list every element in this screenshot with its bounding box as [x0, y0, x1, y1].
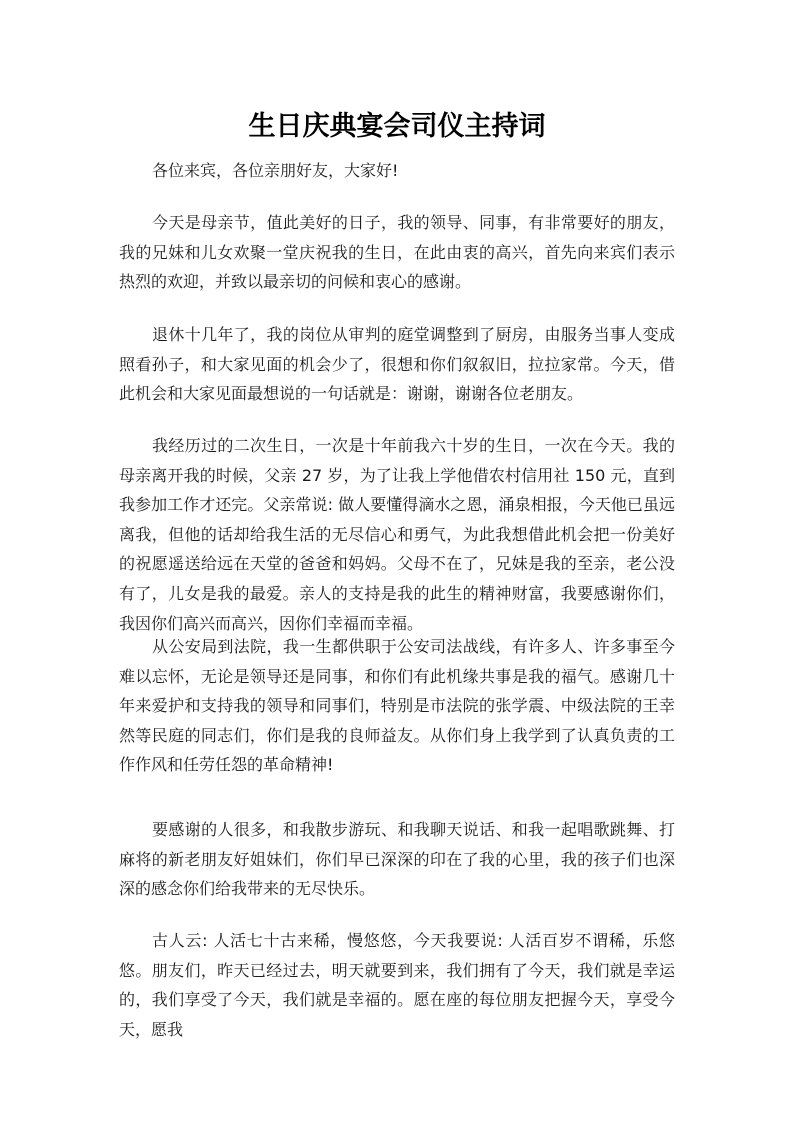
document-title: 生日庆典宴会司仪主持词 — [248, 111, 546, 142]
paragraph-ancient-saying: 古人云: 人活七十古来稀，慢悠悠，今天我要说: 人活百岁不谓稀，乐悠悠。朋友们，昨天已经过去，明天就要到来，我们拥有了今天，我们就是幸运的，我们享受了今天，我们就是幸福的。愿在座的每位朋友把握今天，享受今天，愿我 — [119, 931, 675, 1039]
paragraph-thanks-friends: 要感谢的人很多，和我散步游玩、和我聊天说话、和我一起唱歌跳舞、打麻将的新老朋友好姐妹们，你们早已深深的印在了我的心里，我的孩子们也深深的感念你们给我带来的无尽快乐。 — [119, 820, 675, 899]
paragraph-retirement: 退休十几年了，我的岗位从审判的庭堂调整到了厨房，由服务当事人变成照看孙子，和大家见面的机会少了，很想和你们叙叙旧，拉拉家常。今天，借此机会和大家见面最想说的一句话就是：谢谢，谢谢各位老朋友。 — [119, 325, 675, 404]
greeting-paragraph: 各位来宾，各位亲朋好友，大家好! — [152, 161, 399, 180]
paragraph-mothers-day: 今天是母亲节，值此美好的日子，我的领导、同事，有非常要好的朋友，我的兄妹和儿女欢聚一堂庆祝我的生日，在此由衷的高兴，首先向来宾们表示热烈的欢迎，并致以最亲切的问候和衷心的感谢。 — [119, 213, 675, 292]
paragraph-career: 从公安局到法院，我一生都供职于公安司法战线，有许多人、许多事至今难以忘怀，无论是领导还是同事，和你们有此机缘共事是我的福气。感谢几十年来爱护和支持我的领导和同事们，特别是市法院的张学震、中级法院的王幸然等民庭的同志们，你们是我的良师益友。从你们身上我学到了认真负责的工作作风和任劳任怨的革命精神! — [119, 637, 675, 775]
paragraph-birthdays: 我经历过的二次生日，一次是十年前我六十岁的生日，一次在今天。我的母亲离开我的时候，父亲 27 岁，为了让我上学他借农村信用社 150 元，直到我参加工作才还完。父亲常说: 做人要懂得滴水之恩，涌泉相报，今天他已虽远离我，但他的话却给我生活的无尽信心和勇气，为此我想借此机会把一份美好的祝愿遥送给远在天堂的爸爸和妈妈。父母不在了，兄妹是我的至亲，老公没有了，儿女是我的最爱。亲人的支持是我的此生的精神财富，我要感谢你们，我因你们高兴而高兴，因你们幸福而幸福。 — [119, 436, 675, 633]
